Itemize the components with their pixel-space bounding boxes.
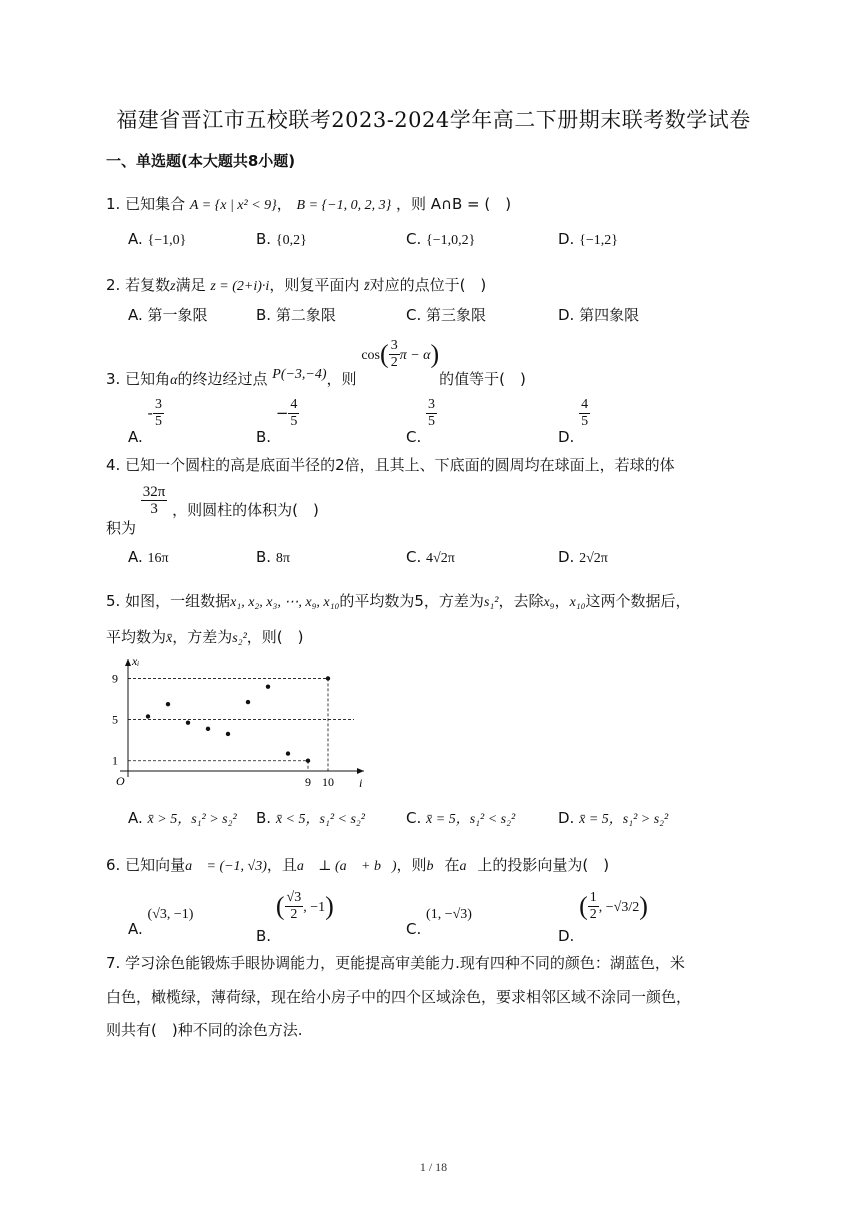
question-7-line2: 白色，橄榄绿，薄荷绿，现在给小房子中的四个区域涂色，要求相邻区域不涂同一颜色， xyxy=(106,988,692,1006)
x-tick-label: 9 xyxy=(305,775,311,789)
page-number: 1 / 18 xyxy=(419,1160,448,1174)
x-tick-label: 10 xyxy=(322,775,334,789)
question-5-line2: 平均数为x̄，方差为s₂²，则( ) xyxy=(106,628,304,646)
question-1: 1. 已知集合 A = {x | x² < 9}， B = {−1, 0, 2, 3} ，则 A∩B = ( ) xyxy=(106,195,512,213)
scatter-plot xyxy=(100,655,370,790)
option-c[interactable]: C. x̄ = 5，s₁² < s₂² xyxy=(406,809,516,827)
page-title: 福建省晋江市五校联考2023-2024学年高二下册期末联考数学试卷 xyxy=(116,108,751,132)
x-axis-label: i xyxy=(359,776,363,790)
option-b[interactable]: B. 第二象限 xyxy=(256,306,336,324)
option-c[interactable]: C. {−1,0,2} xyxy=(406,230,476,248)
option-c[interactable]: C. (1, −√3) xyxy=(406,907,472,938)
data-point-2 xyxy=(166,702,170,706)
question-4: 4. 已知一个圆柱的高是底面半径的2倍，且其上、下底面的圆周均在球面上，若球的体 xyxy=(106,456,675,474)
option-b[interactable]: B. x̄ < 5，s₁² < s₂² xyxy=(256,809,365,827)
option-a[interactable]: A. {−1,0} xyxy=(128,230,187,248)
option-d[interactable]: D. {−1,2} xyxy=(558,230,618,248)
option-a[interactable]: A. x̄ > 5，s₁² > s₂² xyxy=(128,809,237,827)
question-text: ，则 A∩B = ( ) xyxy=(395,195,512,213)
option-d[interactable]: D. ( $\frac{1}{2}$ , −√3/2) xyxy=(558,890,648,945)
question-7: 7. 学习涂色能锻炼手眼协调能力，更能提高审美能力.现有四种不同的颜色：湖蓝色，米 xyxy=(106,954,685,972)
y-tick-label: 1 xyxy=(112,753,118,768)
question-text: 已知集合 xyxy=(125,195,186,213)
option-c[interactable]: C. 第三象限 xyxy=(406,306,487,324)
math-expression: z = (2+i)·i xyxy=(210,279,270,294)
question-4-line2: 积为 $\frac{32\pi}{3}$ ，则圆柱的体积为( ) xyxy=(106,484,319,537)
origin-label: O xyxy=(116,774,125,788)
data-point-7 xyxy=(266,684,270,688)
y-tick-label: 5 xyxy=(112,712,118,727)
option-d[interactable]: D. 2√2π xyxy=(558,548,608,566)
section-heading: 一、单选题(本大题共8小题) xyxy=(106,152,296,170)
option-a[interactable]: A. 16π xyxy=(128,548,169,566)
data-point-10 xyxy=(326,676,330,680)
question-5: 5. 如图，一组数据x₁, x₂, x₃, ⋯, x₉, x₁₀的平均数为5，方差为s₁²，去除x₉，x₁₀这两个数据后， xyxy=(106,592,691,610)
x-axis-arrow xyxy=(357,768,364,774)
data-point-9 xyxy=(306,759,310,763)
option-a[interactable]: A. (√3, −1) xyxy=(128,907,194,938)
option-d[interactable]: D. 第四象限 xyxy=(558,306,640,324)
data-point-1 xyxy=(146,714,150,718)
y-axis-label: xᵢ xyxy=(132,655,140,668)
option-a[interactable]: A. 第一象限 xyxy=(128,306,208,324)
option-b[interactable]: B. 8π xyxy=(256,548,290,566)
option-d[interactable]: D. $\frac{4}{5}$ xyxy=(558,397,589,446)
option-c[interactable]: C. 4√2π xyxy=(406,548,455,566)
option-b[interactable]: B. {0,2} xyxy=(256,230,307,248)
option-b[interactable]: B. − $\frac{4}{5}$ xyxy=(256,397,298,446)
data-point-5 xyxy=(226,732,230,736)
option-b[interactable]: B. ( $\frac{√3}{2}$ , −1) xyxy=(256,890,334,945)
option-d[interactable]: D. x̄ = 5，s₁² > s₂² xyxy=(558,809,669,827)
question-3: 3. 已知角α的终边经过点 P(−3,−4)，则 cos( $\frac{3}{2}$ π − α)的值等于( ) xyxy=(106,338,526,388)
question-number: 1. xyxy=(106,195,121,213)
question-2: 2. 若复数z满足 z = (2+i)·i，则复平面内 z̄对应的点位于( ) xyxy=(106,276,487,294)
data-point-8 xyxy=(286,751,290,755)
y-tick-label: 9 xyxy=(112,671,118,686)
question-6: 6. 已知向量a⃗ = (−1, √3)，且a⃗ ⊥ (a⃗ + b⃗)，则b⃗在a⃗上的投影向量为( ) xyxy=(106,856,610,874)
data-point-4 xyxy=(206,727,210,731)
math-expression: A = {x | x² < 9} xyxy=(189,198,277,213)
option-a[interactable]: A. - $\frac{3}{5}$ xyxy=(128,397,162,446)
math-expression: B = {−1, 0, 2, 3} xyxy=(296,198,392,213)
y-axis-arrow xyxy=(125,659,131,666)
question-7-line3: 则共有( )种不同的涂色方法. xyxy=(106,1021,303,1039)
data-point-3 xyxy=(186,720,190,724)
option-c[interactable]: C. $\frac{3}{5}$ xyxy=(406,397,436,446)
data-point-6 xyxy=(246,700,250,704)
